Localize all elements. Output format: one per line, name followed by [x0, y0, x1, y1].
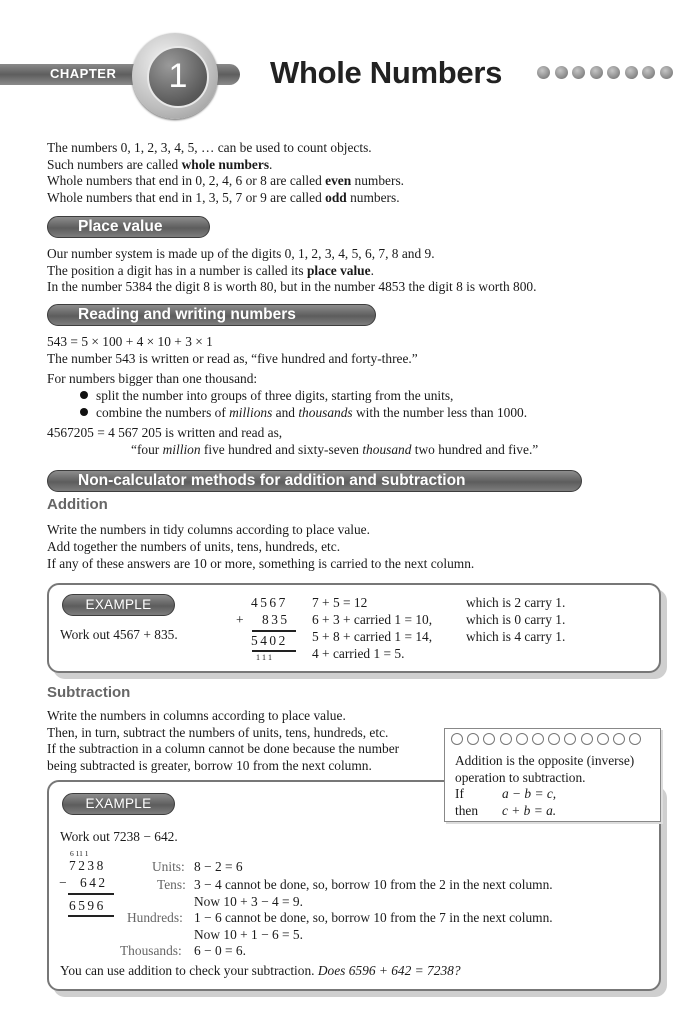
example-label-subtraction: EXAMPLE — [62, 793, 175, 815]
addition-rule-top — [252, 630, 296, 632]
subtraction-minus-sign: − — [59, 875, 67, 890]
reading-line-5: “four million five hundred and sixty-seven thousand two hundred and five.” — [131, 441, 539, 457]
subheading-addition: Addition — [47, 496, 108, 513]
example-label-addition: EXAMPLE — [62, 594, 175, 616]
addition-rule-bottom — [252, 650, 296, 652]
subheading-subtraction: Subtraction — [47, 684, 131, 701]
section-heading-place-value: Place value — [47, 216, 210, 238]
addition-line-3: If any of these answers are 10 or more, something is carried to the next column. — [47, 556, 475, 571]
chapter-label: CHAPTER — [50, 66, 117, 81]
intro-line-3: Whole numbers that end in 0, 2, 4, 6 or 8 are called even numbers. — [47, 173, 404, 188]
step-label-tens: Tens: — [157, 877, 186, 892]
bullet-icon — [80, 408, 88, 416]
subtraction-line-3: If the subtraction in a column cannot be done because the number — [47, 741, 400, 756]
step-label-hundreds: Hundreds: — [127, 910, 183, 925]
addition-plus-sign: + — [236, 612, 244, 627]
bullet-item-1: split the number into groups of three digits, starting from the units, — [80, 388, 453, 405]
reading-line-3: For numbers bigger than one thousand: — [47, 371, 258, 386]
subtraction-check-line: You can use addition to check your subtraction. Does 6596 + 642 = 7238? — [60, 963, 461, 978]
place-value-line-2: The position a digit has in a number is called its place value. — [47, 262, 374, 278]
intro-line-1: The numbers 0, 1, 2, 3, 4, 5, … can be used to count objects. — [47, 140, 372, 155]
addition-row-2: 835 — [262, 612, 290, 627]
step-text-hundreds-now: Now 10 + 1 − 6 = 5. — [194, 926, 303, 942]
note-card — [444, 728, 661, 822]
addition-step-1: 7 + 5 = 12 — [312, 595, 368, 610]
place-value-line-1: Our number system is made up of the digits 0, 1, 2, 3, 4, 5, 6, 7, 8 and 9. — [47, 246, 435, 261]
note-if-label: If — [455, 786, 464, 801]
bullet-item-2: combine the numbers of millions and thousands with the number less than 1000. — [80, 405, 527, 422]
step-text-tens: 3 − 4 cannot be done, so, borrow 10 from the 2 in the next column. — [194, 877, 553, 892]
bullet-icon — [80, 391, 88, 399]
reading-line-1: 543 = 5 × 100 + 4 × 10 + 3 × 1 — [47, 334, 213, 349]
addition-step-3-note: which is 4 carry 1. — [466, 629, 566, 644]
note-then-expression: c + b = a. — [502, 802, 557, 818]
subtraction-rule-top — [68, 893, 114, 895]
subtraction-line-4: being subtracted is greater, borrow 10 from the next column. — [47, 757, 372, 773]
addition-step-3: 5 + 8 + carried 1 = 14, — [312, 629, 433, 644]
subtraction-borrow-marks: 6 11 1 — [70, 849, 89, 858]
section-heading-reading-writing: Reading and writing numbers — [47, 304, 376, 326]
step-text-hundreds: 1 − 6 cannot be done, so, borrow 10 from the 7 in the next column. — [194, 910, 553, 925]
step-label-units: Units: — [152, 859, 185, 874]
step-text-thousands: 6 − 0 = 6. — [194, 943, 246, 958]
note-card-rings — [451, 733, 645, 750]
addition-result: 5402 — [251, 633, 288, 648]
subtraction-row-1: 7238 — [69, 858, 106, 873]
step-text-tens-now: Now 10 + 3 − 4 = 9. — [194, 893, 303, 909]
intro-line-2: Such numbers are called whole numbers. — [47, 156, 273, 172]
note-then-label: then — [455, 802, 479, 818]
subtraction-row-2: 642 — [80, 875, 108, 890]
intro-line-4: Whole numbers that end in 1, 3, 5, 7 or 9 are called odd numbers. — [47, 189, 400, 205]
subtraction-line-1: Write the numbers in columns according to place value. — [47, 708, 346, 723]
addition-row-1: 4567 — [251, 595, 288, 610]
addition-step-2-note: which is 0 carry 1. — [466, 612, 566, 627]
addition-step-4: 4 + carried 1 = 5. — [312, 646, 405, 661]
reading-line-2: The number 543 is written or read as, “five hundred and forty-three.” — [47, 350, 418, 366]
addition-step-2: 6 + 3 + carried 1 = 10, — [312, 612, 433, 627]
addition-step-1-note: which is 2 carry 1. — [466, 595, 566, 610]
note-line-2: operation to subtraction. — [455, 769, 586, 785]
place-value-line-3: In the number 5384 the digit 8 is worth 80, but in the number 4853 the digit 8 is worth 800. — [47, 279, 537, 294]
subtraction-line-2: Then, in turn, subtract the numbers of units, tens, hundreds, etc. — [47, 724, 389, 740]
addition-work-out: Work out 4567 + 835. — [60, 627, 178, 642]
page-title: Whole Numbers — [270, 55, 503, 90]
note-if-expression: a − b = c, — [502, 786, 557, 801]
step-text-units: 8 − 2 = 6 — [194, 859, 243, 874]
reading-line-4: 4567205 = 4 567 205 is written and read as, — [47, 425, 283, 440]
step-label-thousands: Thousands: — [120, 943, 182, 958]
note-line-1: Addition is the opposite (inverse) — [455, 753, 635, 768]
subtraction-work-out: Work out 7238 − 642. — [60, 829, 178, 844]
addition-carries: 1 1 1 — [256, 653, 272, 662]
addition-line-2: Add together the numbers of units, tens, hundreds, etc. — [47, 539, 341, 554]
chapter-number: 1 — [168, 57, 188, 95]
addition-line-1: Write the numbers in tidy columns according to place value. — [47, 522, 370, 537]
section-heading-non-calculator: Non-calculator methods for addition and subtraction — [47, 470, 582, 492]
subtraction-rule-bottom — [68, 915, 114, 917]
subtraction-result: 6596 — [69, 898, 106, 913]
title-decoration-dots — [537, 66, 677, 84]
